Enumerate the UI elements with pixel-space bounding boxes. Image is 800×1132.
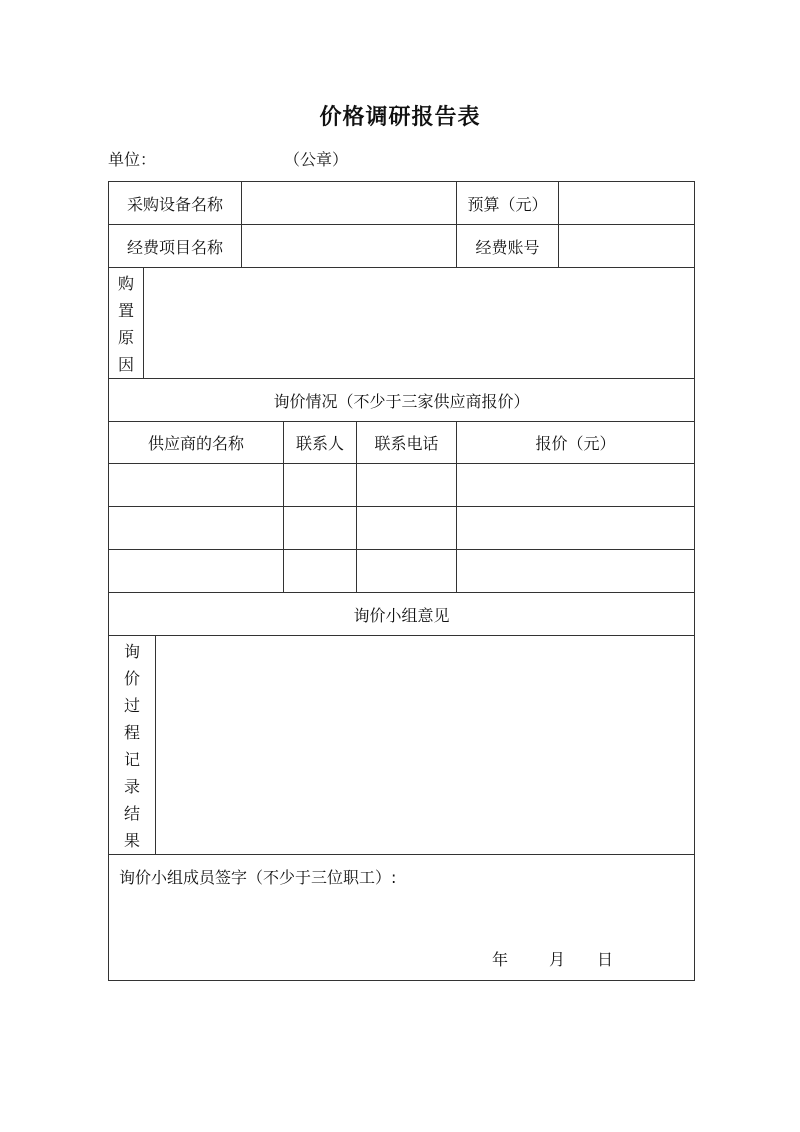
- inquiry-section-title: 询价情况（不少于三家供应商报价）: [109, 379, 695, 422]
- contact-person-cell[interactable]: [284, 550, 357, 593]
- quote-cell[interactable]: [457, 464, 695, 507]
- quote-header: 报价（元）: [457, 422, 695, 464]
- contact-phone-cell[interactable]: [357, 550, 457, 593]
- seal-label: （公章）: [284, 150, 349, 169]
- project-row: [109, 225, 695, 268]
- group-opinion-section-row: [109, 593, 695, 636]
- purchase-reason-label: 购 置 原 因: [109, 268, 144, 379]
- inquiry-process-field[interactable]: [156, 636, 695, 855]
- project-name-label: 经费项目名称: [109, 225, 242, 268]
- contact-person-cell[interactable]: [284, 507, 357, 550]
- page-title: 价格调研报告表: [319, 105, 481, 130]
- signature-row: [109, 855, 695, 981]
- equipment-row: [109, 182, 695, 225]
- account-field[interactable]: [559, 225, 695, 268]
- budget-label: 预算（元）: [457, 182, 559, 225]
- contact-person-cell[interactable]: [284, 464, 357, 507]
- unit-line: [108, 148, 349, 172]
- budget-field[interactable]: [559, 182, 695, 225]
- signature-label: 询价小组成员签字（不少于三位职工）:: [119, 868, 397, 887]
- day-label: 日: [597, 950, 614, 969]
- inquiry-process-row: [109, 636, 695, 855]
- quote-cell[interactable]: [457, 507, 695, 550]
- signature-cell[interactable]: [109, 855, 695, 981]
- inquiry-process-label: 询 价 过 程 记 录 结 果: [109, 636, 156, 855]
- month-label: 月: [549, 950, 566, 969]
- contact-phone-cell[interactable]: [357, 507, 457, 550]
- contact-phone-cell[interactable]: [357, 464, 457, 507]
- purchase-reason-field[interactable]: [144, 268, 695, 379]
- table-row: [109, 464, 695, 507]
- contact-person-header: 联系人: [284, 422, 357, 464]
- year-label: 年: [492, 950, 509, 969]
- price-survey-table: [108, 181, 695, 981]
- equipment-name-field[interactable]: [242, 182, 457, 225]
- contact-phone-header: 联系电话: [357, 422, 457, 464]
- unit-label: 单位：: [108, 150, 157, 169]
- purchase-reason-row: [109, 268, 695, 379]
- table-row: [109, 550, 695, 593]
- equipment-name-label: 采购设备名称: [109, 182, 242, 225]
- supplier-name-cell[interactable]: [109, 464, 284, 507]
- quote-cell[interactable]: [457, 550, 695, 593]
- group-opinion-title: 询价小组意见: [109, 593, 695, 636]
- supplier-name-cell[interactable]: [109, 550, 284, 593]
- project-name-field[interactable]: [242, 225, 457, 268]
- inquiry-section-row: [109, 379, 695, 422]
- supplier-name-cell[interactable]: [109, 507, 284, 550]
- table-row: [109, 507, 695, 550]
- inquiry-header-row: [109, 422, 695, 464]
- account-label: 经费账号: [457, 225, 559, 268]
- supplier-name-header: 供应商的名称: [109, 422, 284, 464]
